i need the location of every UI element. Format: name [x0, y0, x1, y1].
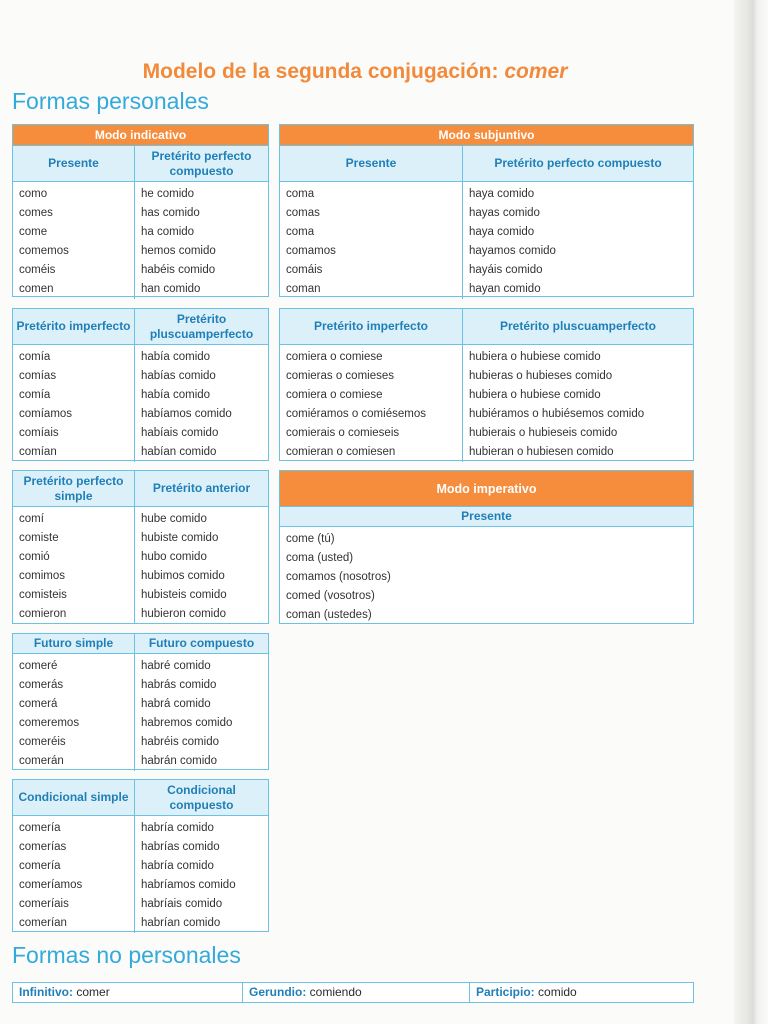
- table-cell: comía: [19, 351, 51, 363]
- table-cell: haya comido: [469, 226, 535, 238]
- table-cell: como: [19, 188, 48, 200]
- table-indicativo-imperfecto: [12, 308, 269, 461]
- table-column: [280, 182, 462, 299]
- table-cell: habréis comido: [141, 736, 219, 748]
- table-column: [134, 654, 268, 771]
- table-cell: coman (ustedes): [286, 609, 372, 621]
- table-cell: comiera o comiese: [286, 351, 383, 363]
- table-indicativo-condicional: [12, 779, 269, 932]
- table-cell: comiste: [19, 532, 59, 544]
- table-cell: comamos: [286, 245, 336, 257]
- table-cell: ha comido: [141, 226, 195, 238]
- header-preterito-imperfecto: Pretérito imperfecto: [280, 309, 462, 344]
- table-cell: habrías comido: [141, 841, 220, 853]
- table-cell: comeré: [19, 660, 58, 672]
- table-cell: habré comido: [141, 660, 211, 672]
- table-cell: comía: [19, 389, 51, 401]
- table-indicativo-perfecto-simple: [12, 470, 269, 624]
- table-cell: comeríais: [19, 898, 69, 910]
- table-cell: comiéramos o comiésemos: [286, 408, 426, 420]
- table-column: [134, 345, 268, 462]
- table-cell: comerías: [19, 841, 67, 853]
- table-body: [13, 182, 268, 299]
- table-cell: hubimos comido: [141, 570, 225, 582]
- table-cell: comisteis: [19, 589, 67, 601]
- table-cell: hayan comido: [469, 283, 541, 295]
- table-cell: comíamos: [19, 408, 73, 420]
- table-cell: coméis: [19, 264, 56, 276]
- table-column: [13, 816, 134, 933]
- table-cell: haya comido: [469, 188, 535, 200]
- table-column: [13, 654, 134, 771]
- header-pluscuamperfecto: Pretérito pluscuamperfecto: [462, 309, 693, 344]
- table-cell: comería: [19, 822, 61, 834]
- table-cell: hemos comido: [141, 245, 216, 257]
- table-cell: había comido: [141, 351, 211, 363]
- table-cell: comas: [286, 207, 320, 219]
- table-cell: comió: [19, 551, 50, 563]
- gerundio-cell: Gerundio: comiendo: [242, 983, 469, 1002]
- table-cell: comerá: [19, 698, 58, 710]
- table-indicativo-presente: [12, 124, 269, 297]
- table-cell: comería: [19, 860, 61, 872]
- table-column: [280, 527, 693, 625]
- table-cell: comerán: [19, 755, 64, 767]
- table-cell: comiera o comiese: [286, 389, 383, 401]
- table-cell: coma: [286, 188, 315, 200]
- header-pluscuamperfecto: Pretérito pluscuamperfecto: [134, 309, 268, 344]
- table-cell: había comido: [141, 389, 211, 401]
- table-cell: habéis comido: [141, 264, 216, 276]
- table-cell: habrán comido: [141, 755, 218, 767]
- table-cell: hayáis comido: [469, 264, 543, 276]
- band-modo-indicativo: Modo indicativo: [13, 125, 268, 146]
- table-column: [134, 507, 268, 624]
- table-cell: hubiste comido: [141, 532, 219, 544]
- table-column: [13, 182, 134, 299]
- header-futuro-simple: Futuro simple: [13, 634, 134, 653]
- page-edge: [734, 0, 768, 1024]
- table-cell: hubieran o hubiesen comido: [469, 446, 614, 458]
- table-imperativo: [279, 470, 694, 624]
- band-modo-imperativo: Modo imperativo: [280, 471, 693, 507]
- table-cell: hubieras o hubieses comido: [469, 370, 613, 382]
- table-formas-no-personales: [12, 982, 694, 1003]
- table-cell: habría comido: [141, 860, 214, 872]
- header-perfecto-simple: Pretérito perfecto simple: [13, 471, 134, 506]
- header-perfecto-compuesto: Pretérito perfecto compuesto: [462, 146, 693, 181]
- header-preterito-anterior: Pretérito anterior: [134, 471, 268, 506]
- table-cell: hayamos comido: [469, 245, 556, 257]
- table-cell: comed (vosotros): [286, 590, 375, 602]
- table-cell: habías comido: [141, 370, 216, 382]
- table-column: [462, 182, 693, 299]
- table-cell: comieron: [19, 608, 67, 620]
- participio-cell: Participio: comido: [469, 983, 693, 1002]
- table-cell: comemos: [19, 245, 69, 257]
- table-cell: comes: [19, 207, 53, 219]
- table-cell: comimos: [19, 570, 66, 582]
- section-title-personal: Formas personales: [12, 88, 209, 114]
- table-cell: comeréis: [19, 736, 66, 748]
- table-cell: comías: [19, 370, 57, 382]
- table-subjuntivo-presente: [279, 124, 694, 297]
- table-cell: comierais o comieseis: [286, 427, 400, 439]
- table-cell: hubisteis comido: [141, 589, 227, 601]
- table-cell: hubiera o hubiese comido: [469, 389, 601, 401]
- table-cell: he comido: [141, 188, 195, 200]
- table-cell: habríamos comido: [141, 879, 236, 891]
- table-cell: habría comido: [141, 822, 214, 834]
- table-cell: hubiéramos o hubiésemos comido: [469, 408, 645, 420]
- table-cell: comeremos: [19, 717, 80, 729]
- table-column: [134, 816, 268, 933]
- table-cell: hubieron comido: [141, 608, 227, 620]
- table-cell: come (tú): [286, 533, 335, 545]
- table-cell: habríais comido: [141, 898, 223, 910]
- table-cell: comerás: [19, 679, 64, 691]
- header-perfecto-compuesto: Pretérito perfecto compuesto: [134, 146, 268, 181]
- infinitivo-cell: Infinitivo: comer: [19, 985, 110, 999]
- header-preterito-imperfecto: Pretérito imperfecto: [13, 309, 134, 344]
- section-title-nonpersonal: Formas no personales: [12, 942, 241, 968]
- table-cell: hubiera o hubiese comido: [469, 351, 601, 363]
- table-cell: habíais comido: [141, 427, 219, 439]
- table-subjuntivo-imperfecto: [279, 308, 694, 461]
- table-column: [134, 182, 268, 299]
- table-cell: coma (usted): [286, 552, 354, 564]
- table-cell: comeríamos: [19, 879, 83, 891]
- table-cell: habían comido: [141, 446, 217, 458]
- table-column: [13, 507, 134, 624]
- table-cell: habrás comido: [141, 679, 217, 691]
- table-cell: hube comido: [141, 513, 207, 525]
- table-column: [280, 345, 462, 462]
- table-cell: comieras o comieses: [286, 370, 395, 382]
- header-presente: Presente: [13, 146, 134, 181]
- header-presente: Presente: [280, 146, 462, 181]
- table-indicativo-futuro: [12, 633, 269, 770]
- table-cell: coma: [286, 226, 315, 238]
- header-condicional-simple: Condicional simple: [13, 780, 134, 815]
- table-cell: comerían: [19, 917, 67, 929]
- table-cell: hayas comido: [469, 207, 540, 219]
- table-column: [13, 345, 134, 462]
- table-cell: hubierais o hubieseis comido: [469, 427, 618, 439]
- table-cell: comíais: [19, 427, 59, 439]
- header-condicional-compuesto: Condicional compuesto: [134, 780, 268, 815]
- page-title: Modelo de la segunda conjugación: comer: [142, 60, 568, 83]
- header-presente: Presente: [280, 507, 693, 526]
- table-cell: habrían comido: [141, 917, 221, 929]
- table-cell: han comido: [141, 283, 201, 295]
- table-cell: comían: [19, 446, 57, 458]
- table-cell: coman: [286, 283, 321, 295]
- table-cell: hubo comido: [141, 551, 207, 563]
- band-modo-subjuntivo: Modo subjuntivo: [280, 125, 693, 146]
- header-futuro-compuesto: Futuro compuesto: [134, 634, 268, 653]
- table-cell: habrá comido: [141, 698, 211, 710]
- table-cell: comáis: [286, 264, 323, 276]
- table-cell: comí: [19, 513, 44, 525]
- table-cell: come: [19, 226, 48, 238]
- table-cell: comieran o comiesen: [286, 446, 396, 458]
- table-cell: comen: [19, 283, 54, 295]
- table-cell: habíamos comido: [141, 408, 232, 420]
- table-column: [462, 345, 693, 462]
- table-cell: has comido: [141, 207, 200, 219]
- table-cell: comamos (nosotros): [286, 571, 391, 583]
- table-cell: habremos comido: [141, 717, 233, 729]
